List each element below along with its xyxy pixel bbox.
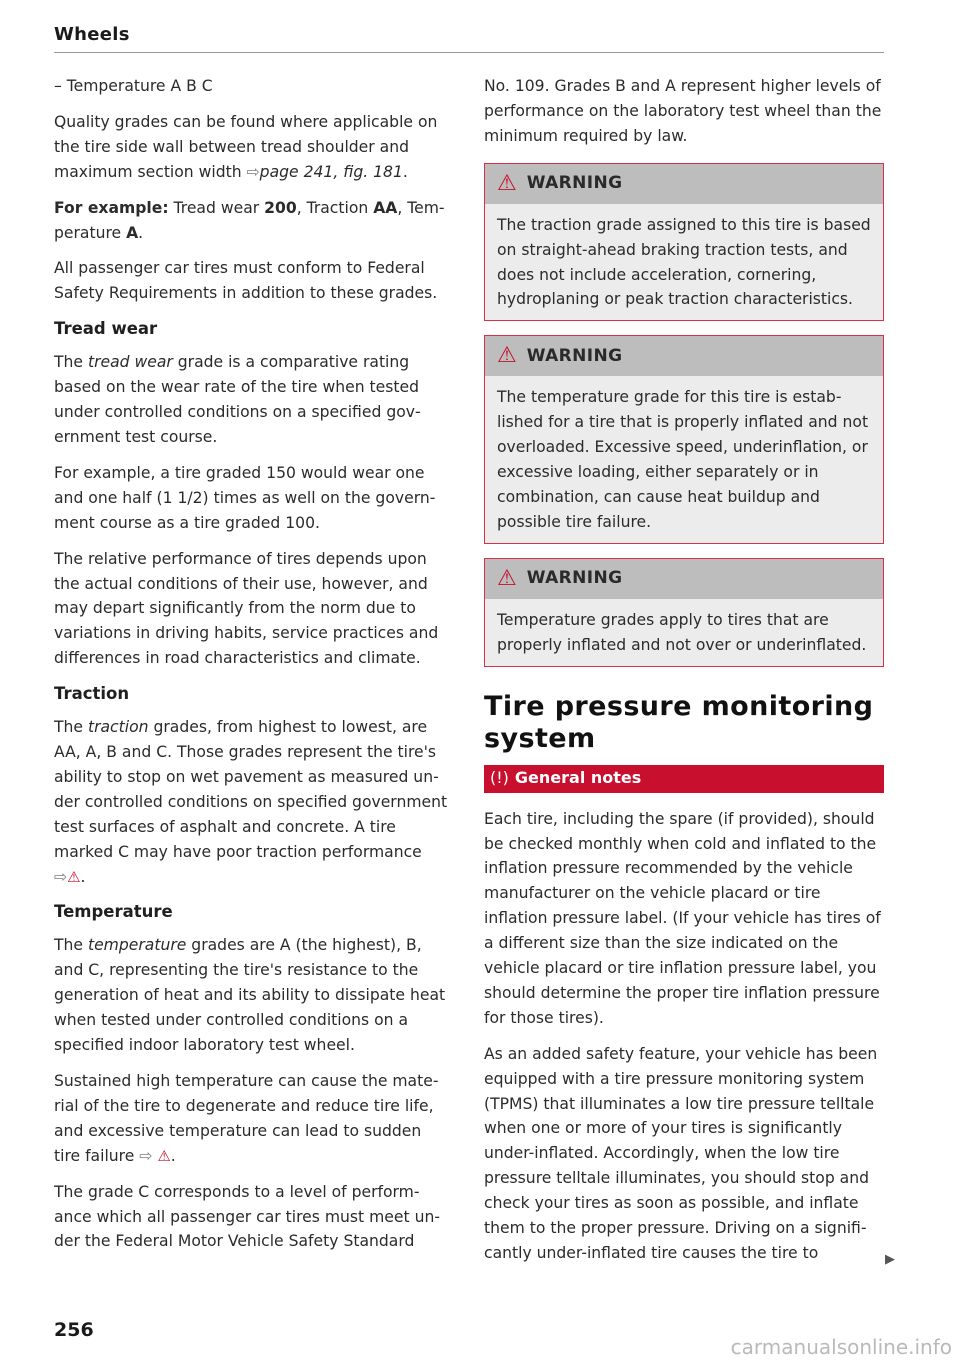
tread-wear-heading: Tread wear — [54, 319, 158, 339]
right-column — [484, 74, 884, 1277]
tread-wear-paragraph-2: For example, a tire graded 150 would wear one and one half (1 1/2) times as well on the government course as a tire graded 100. — [54, 463, 436, 532]
continued-paragraph: No. 109. Grades B and A represent higher levels of performance on the laboratory test wheel than the minimum required by law. — [484, 77, 882, 145]
general-notes-bar — [484, 765, 884, 793]
example-label: For example: — [54, 198, 169, 217]
warning-triangle-icon: ⚠ — [497, 343, 517, 369]
warning-label: WARNING — [526, 568, 623, 589]
warning-triangle-icon[interactable]: ⚠ — [67, 867, 81, 886]
tpms-paragraph-2: As an added safety feature, your vehicle has been equipped with a tire pressure monitoring system (TPMS) that illuminates a low tire pressure telltale when one or more of your tires is significantly under-inflated. Accordingly, when the low tire pressure telltale illuminates, you should stop and check your tires as soon as possible, and inflate them to the proper pressure. Driving on a significantly under-inflated tire causes the tire to — [484, 1044, 878, 1262]
temperature-paragraph-2: Sustained high temperature can cause the material of the tire to degenerate and reduce tire life, and excessive temperature can lead to sudden tire failure ⇨ ⚠. — [54, 1072, 439, 1165]
warning-box-temperature — [484, 335, 884, 543]
traction-heading: Traction — [54, 684, 130, 704]
warning-label: WARNING — [526, 345, 623, 366]
warning-text: The traction grade assigned to this tire is based on straight-ahead braking traction tests, and does not include acceleration, cornering, hydroplaning or peak traction characteristics. — [497, 215, 871, 309]
temperature-heading: Temperature — [54, 902, 173, 922]
warning-header — [485, 164, 883, 204]
tread-wear-paragraph-3: The relative performance of tires depends upon the actual conditions of their use, however, and may depart significantly from the norm due to variations in driving habits, service practices and differences in road characteristics and climate. — [54, 549, 439, 668]
warning-box-inflation — [484, 558, 884, 667]
list-item-temperature: – Temperature A B C — [54, 77, 213, 95]
warning-box-traction — [484, 163, 884, 322]
page-reference-link[interactable]: page 241, fig. 181 — [259, 162, 403, 181]
chapter-title: Wheels — [54, 24, 130, 45]
warning-triangle-icon: ⚠ — [497, 170, 517, 196]
tpms-paragraph-1: Each tire, including the spare (if provided), should be checked monthly when cold and inflated to the inflation pressure recommended by the vehicle manufacturer on the vehicle placard or tire inflation pressure label. (If your vehicle has tires of a different size than the size indicated on the vehicle placard or tire inflation pressure label, you should determine the proper tire inflation pressure for those tires). — [484, 809, 881, 1027]
page-header — [54, 24, 884, 53]
arrow-right-icon: ⇨ — [54, 867, 68, 886]
example-paragraph: For example: Tread wear 200, Traction AA, Temperature A. — [54, 198, 445, 242]
section-title-tpms: Tire pressure monitoring system — [484, 690, 874, 754]
quality-text: Quality grades can be found where applicable on the tire side wall between tread shoulder and maximum section width — [54, 112, 438, 181]
general-notes-label: General notes — [514, 768, 642, 788]
left-column — [54, 74, 450, 1265]
watermark: carmanualsonline.info — [730, 1335, 952, 1359]
continue-arrow-icon: ▶ — [885, 1252, 895, 1267]
term-traction: traction — [87, 718, 149, 737]
traction-paragraph: The traction grades, from highest to lowest, are AA, A, B and C. Those grades represent the tire's ability to stop on wet pavement as measured under controlled conditions on specified government test surfaces of asphalt and concrete. A tire marked C may have poor traction performance ⇨⚠. — [54, 718, 448, 886]
warning-triangle-icon[interactable]: ⚠ — [157, 1146, 171, 1165]
temperature-paragraph-1: The temperature grades are A (the highest), B, and C, representing the tire's resistance to the generation of heat and its ability to dissipate heat when tested under controlled conditions on a specified indoor laboratory test wheel. — [54, 936, 446, 1055]
arrow-right-icon: ⇨ — [246, 162, 260, 181]
term-temperature: temperature — [87, 936, 187, 955]
warning-triangle-icon: ⚠ — [497, 565, 517, 591]
page-number: 256 — [54, 1319, 94, 1341]
warning-text: Temperature grades apply to tires that are properly inflated and not over or underinflated. — [497, 610, 867, 654]
tire-pressure-icon: (!) — [490, 768, 509, 788]
term-tread-wear: tread wear — [87, 353, 173, 372]
warning-header — [485, 559, 883, 599]
temperature-paragraph-3: The grade C corresponds to a level of performance which all passenger car tires must meet under the Federal Motor Vehicle Safety Standard — [54, 1182, 440, 1251]
warning-header — [485, 336, 883, 376]
federal-paragraph: All passenger car tires must conform to Federal Safety Requirements in addition to these grades. — [54, 259, 438, 303]
arrow-right-icon: ⇨ — [139, 1146, 153, 1165]
quality-paragraph: Quality grades can be found where applicable on the tire side wall between tread shoulder and maximum section width ⇨page 241, fig. 181. — [54, 112, 438, 181]
tread-wear-paragraph-1: The tread wear grade is a comparative rating based on the wear rate of the tire when tested under controlled conditions on a specified government test course. — [54, 353, 421, 446]
warning-text: The temperature grade for this tire is established for a tire that is properly inflated and not overloaded. Excessive speed, underinflation, or excessive loading, either separately or in combination, can cause heat buildup and possible tire failure. — [497, 388, 869, 531]
warning-label: WARNING — [526, 173, 623, 194]
